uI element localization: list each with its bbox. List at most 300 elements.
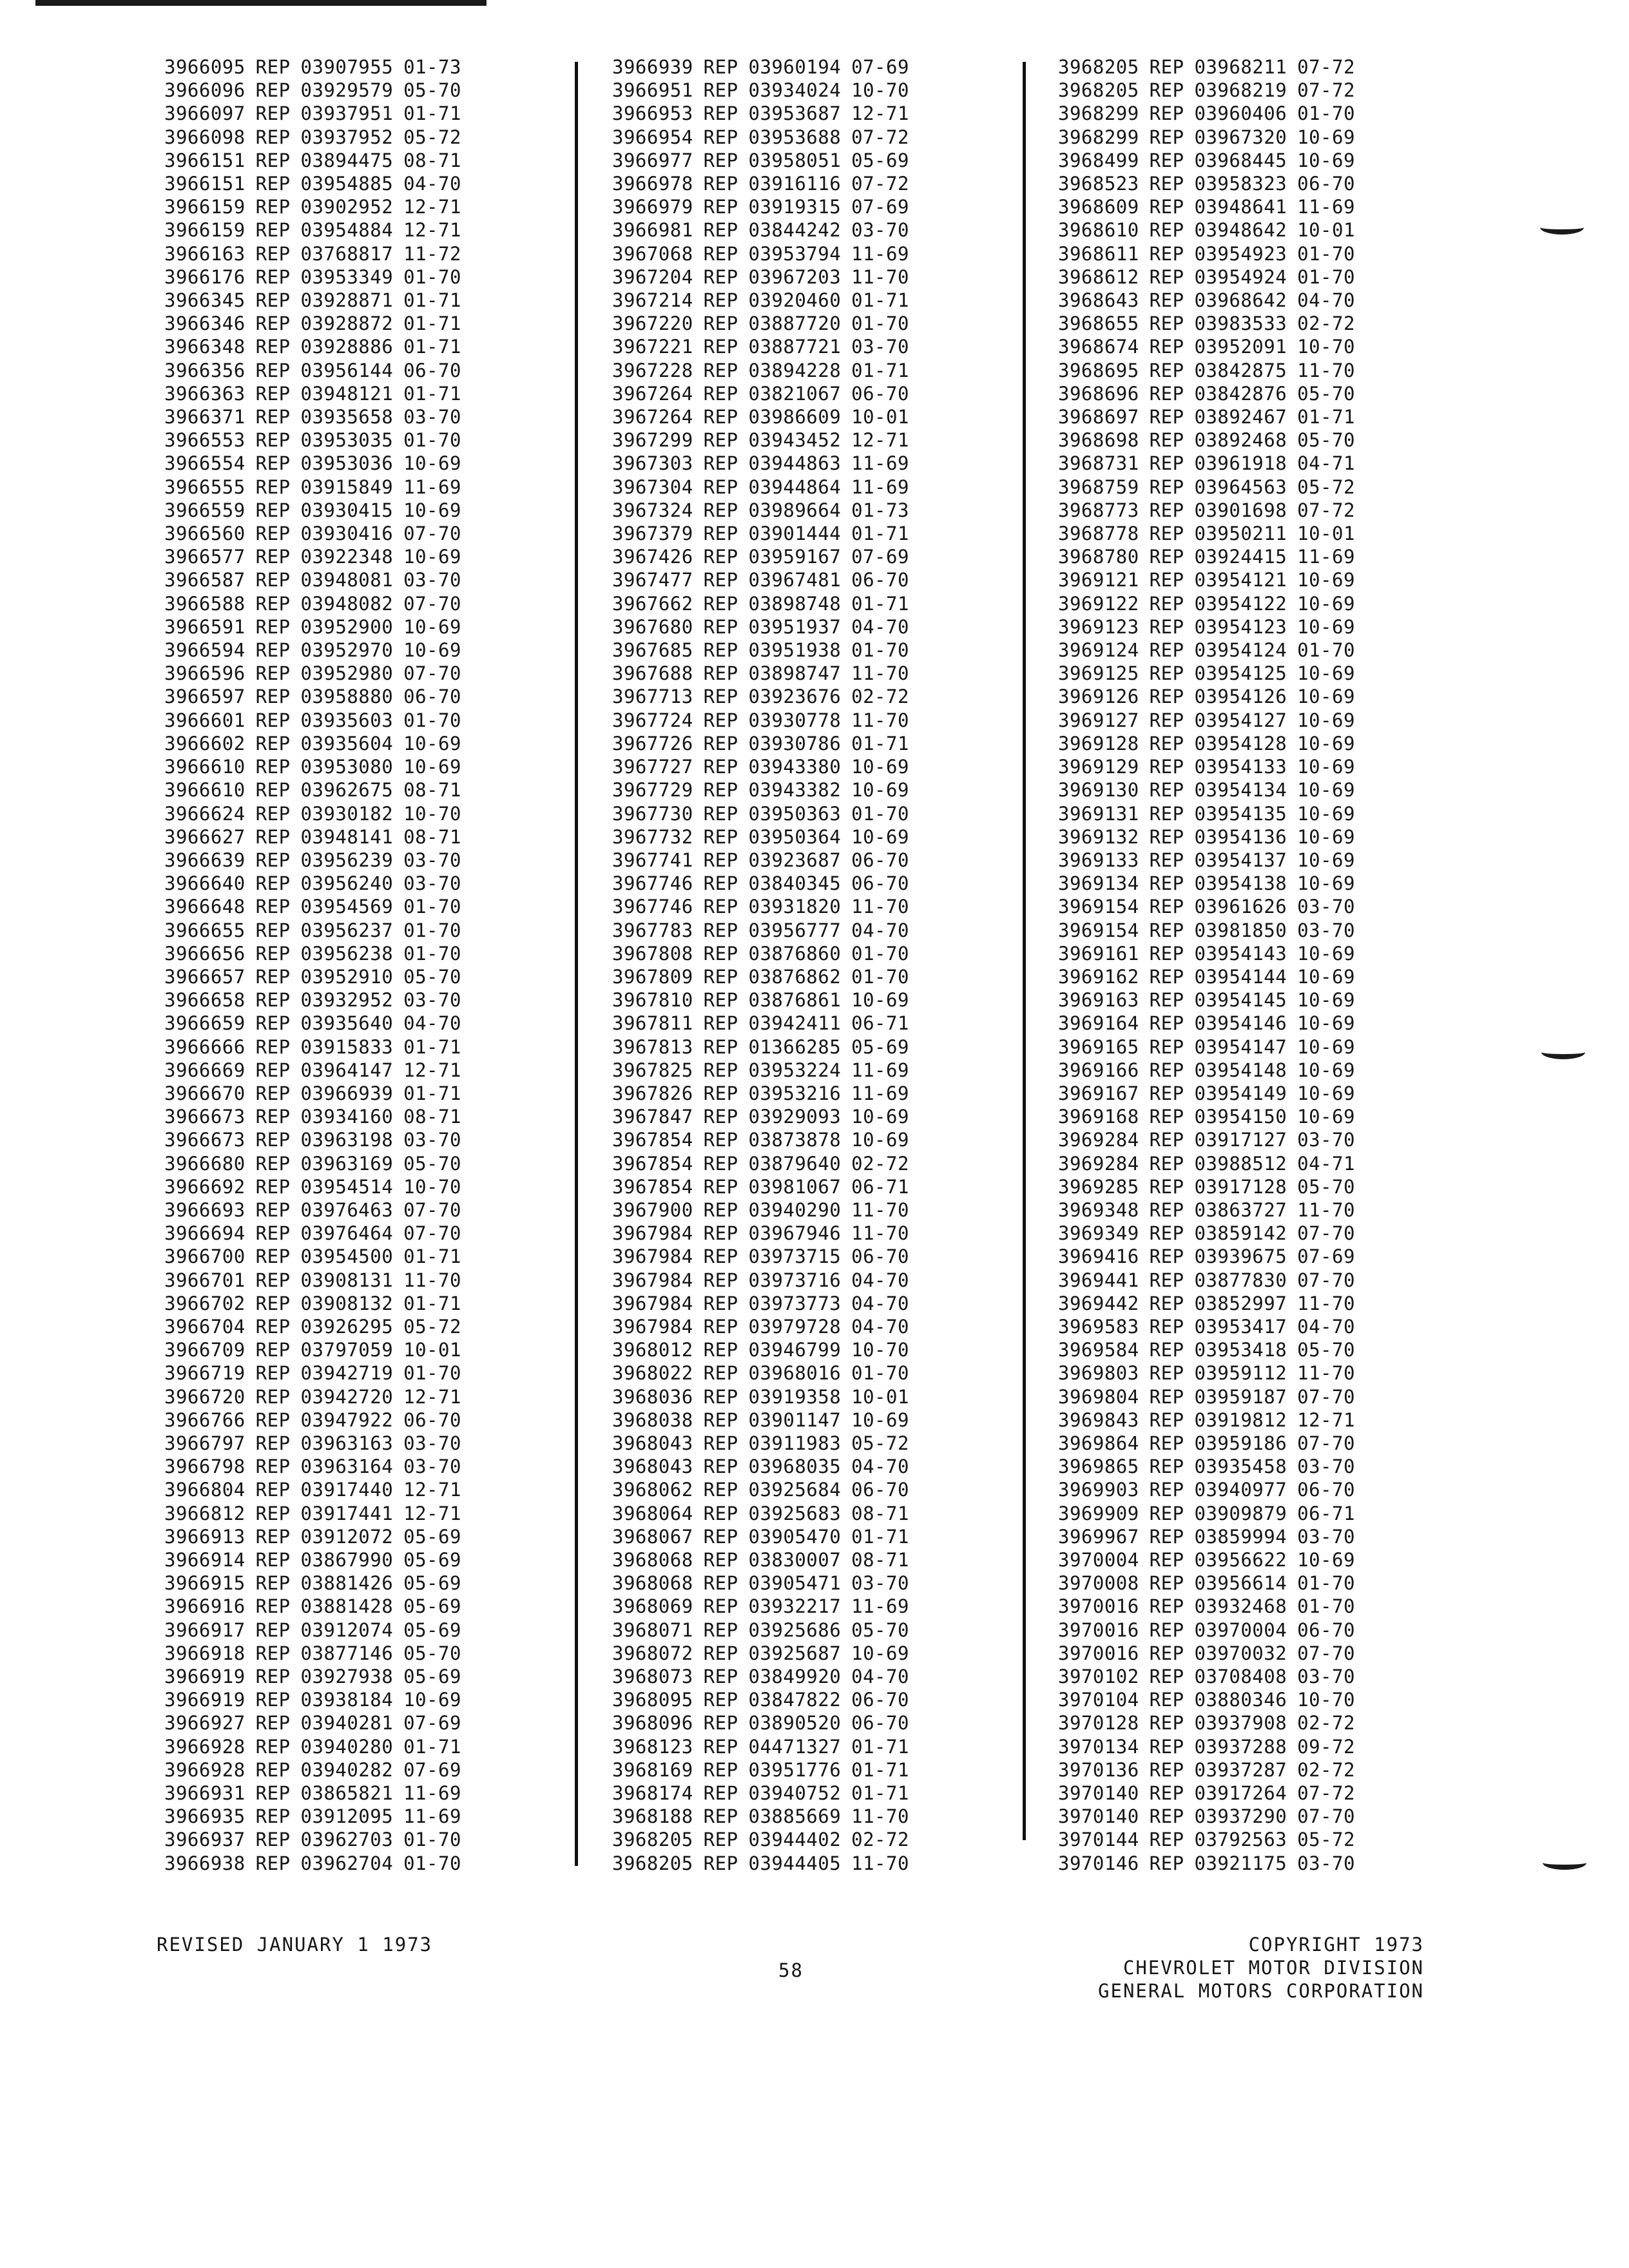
part-number: 3967984 <box>612 1269 693 1291</box>
effective-date: 07-72 <box>1297 79 1355 102</box>
part-number: 3967746 <box>612 896 693 918</box>
part-number: 3968072 <box>612 1642 693 1664</box>
part-row <box>1058 1198 1355 1222</box>
part-number: 3968731 <box>1058 452 1139 475</box>
part-row <box>612 405 909 428</box>
part-number: 3968205 <box>612 1829 693 1851</box>
effective-date: 05-70 <box>851 1619 909 1641</box>
replacement-number: 03911983 <box>748 1432 842 1454</box>
effective-date: 01-70 <box>403 1829 461 1851</box>
replacement-code: REP <box>703 336 738 358</box>
effective-date: 01-71 <box>851 732 909 754</box>
replacement-number: 03952970 <box>300 639 394 662</box>
replacement-number: 03954123 <box>1194 615 1287 638</box>
replacement-number: 03970032 <box>1194 1642 1287 1664</box>
replacement-number: 03928886 <box>300 336 394 358</box>
effective-date: 10-69 <box>1297 1549 1355 1571</box>
part-number: 3968062 <box>612 1479 693 1501</box>
part-row <box>612 218 909 242</box>
replacement-code: REP <box>1149 126 1184 148</box>
effective-date: 02-72 <box>851 686 909 708</box>
replacement-code: REP <box>1149 965 1184 988</box>
replacement-code: REP <box>703 1735 738 1758</box>
part-row <box>1058 1828 1355 1851</box>
part-number: 3967724 <box>612 709 693 731</box>
effective-date: 01-71 <box>403 1082 461 1104</box>
replacement-code: REP <box>703 615 738 638</box>
part-number: 3967783 <box>612 919 693 941</box>
part-row <box>1058 1059 1355 1082</box>
part-number: 3966658 <box>164 989 246 1012</box>
replacement-number: 03988512 <box>1194 1152 1287 1175</box>
part-number: 3969123 <box>1058 615 1139 638</box>
part-row <box>612 1338 909 1361</box>
replacement-number: 03917128 <box>1194 1175 1287 1198</box>
column-divider <box>1023 62 1026 1840</box>
replacement-number: 03968035 <box>748 1456 842 1478</box>
replacement-number: 03953688 <box>748 126 842 148</box>
effective-date: 11-69 <box>851 1595 909 1618</box>
replacement-number: 03915833 <box>300 1035 394 1058</box>
replacement-code: REP <box>703 1432 738 1454</box>
part-row <box>1058 849 1355 872</box>
effective-date: 03-70 <box>403 1432 461 1454</box>
part-number: 3969348 <box>1058 1198 1139 1221</box>
effective-date: 05-69 <box>851 149 909 171</box>
part-row <box>164 335 461 358</box>
part-row <box>164 218 461 242</box>
effective-date: 06-70 <box>1297 1619 1355 1641</box>
part-number: 3966627 <box>164 825 246 848</box>
replacement-code: REP <box>703 1782 738 1805</box>
replacement-code: REP <box>703 896 738 918</box>
part-number: 3967304 <box>612 476 693 498</box>
part-number: 3968612 <box>1058 265 1139 288</box>
replacement-code: REP <box>1149 1269 1184 1291</box>
part-number: 3970008 <box>1058 1572 1139 1595</box>
part-number: 3966560 <box>164 523 246 545</box>
replacement-number: 03927938 <box>300 1666 394 1688</box>
replacement-number: 03961918 <box>1194 452 1287 475</box>
part-number: 3967068 <box>612 242 693 265</box>
effective-date: 12-71 <box>851 102 909 125</box>
part-number: 3968174 <box>612 1782 693 1805</box>
effective-date: 11-69 <box>1297 196 1355 218</box>
effective-date: 10-69 <box>1297 149 1355 171</box>
replacement-code: REP <box>703 732 738 754</box>
replacement-code: REP <box>255 1572 291 1595</box>
replacement-code: REP <box>703 1689 738 1711</box>
replacement-number: 03958880 <box>300 686 394 708</box>
page-number: 58 <box>778 1959 804 1981</box>
effective-date: 10-69 <box>1297 1035 1355 1058</box>
effective-date: 01-71 <box>403 336 461 358</box>
part-number: 3967324 <box>612 499 693 521</box>
part-number: 3966918 <box>164 1642 246 1664</box>
effective-date: 10-69 <box>1297 126 1355 148</box>
replacement-number: 03890520 <box>748 1712 842 1735</box>
part-number: 3968068 <box>612 1572 693 1595</box>
effective-date: 07-69 <box>851 56 909 78</box>
effective-date: 06-70 <box>1297 173 1355 195</box>
part-number: 3967732 <box>612 825 693 848</box>
replacement-number: 03865821 <box>300 1782 394 1805</box>
part-number: 3966804 <box>164 1479 246 1501</box>
replacement-number: 03708408 <box>1194 1666 1287 1688</box>
part-number: 3967264 <box>612 382 693 405</box>
part-row <box>164 1385 461 1408</box>
replacement-code: REP <box>255 1689 291 1711</box>
replacement-code: REP <box>703 1035 738 1058</box>
replacement-code: REP <box>703 546 738 568</box>
part-row <box>164 1782 461 1805</box>
part-number: 3966096 <box>164 79 246 102</box>
replacement-code: REP <box>255 1222 291 1245</box>
part-number: 3968499 <box>1058 149 1139 171</box>
part-number: 3966095 <box>164 56 246 78</box>
part-number: 3968611 <box>1058 242 1139 265</box>
part-number: 3970146 <box>1058 1852 1139 1874</box>
replacement-number: 03912095 <box>300 1805 394 1828</box>
replacement-number: 03894475 <box>300 149 394 171</box>
effective-date: 10-69 <box>1297 989 1355 1012</box>
part-number: 3966666 <box>164 1035 246 1058</box>
part-number: 3967727 <box>612 756 693 778</box>
part-row <box>164 522 461 545</box>
replacement-code: REP <box>1149 592 1184 615</box>
part-row <box>1058 568 1355 591</box>
part-row <box>164 428 461 452</box>
replacement-code: REP <box>703 872 738 895</box>
replacement-number: 03939675 <box>1194 1245 1287 1268</box>
replacement-code: REP <box>703 1339 738 1361</box>
part-row <box>1058 802 1355 825</box>
part-row <box>164 1222 461 1245</box>
replacement-number: 03937952 <box>300 126 394 148</box>
part-row <box>1058 1338 1355 1361</box>
replacement-number: 03953417 <box>1194 1315 1287 1338</box>
part-row <box>164 1408 461 1432</box>
effective-date: 04-70 <box>851 1292 909 1314</box>
replacement-number: 03852997 <box>1194 1292 1287 1314</box>
effective-date: 01-71 <box>851 289 909 312</box>
effective-date: 04-71 <box>1297 452 1355 475</box>
top-rule <box>35 0 487 6</box>
part-number: 3969284 <box>1058 1129 1139 1151</box>
replacement-code: REP <box>1149 639 1184 662</box>
replacement-code: REP <box>1149 1829 1184 1851</box>
part-number: 3966916 <box>164 1595 246 1618</box>
replacement-number: 03953794 <box>748 242 842 265</box>
part-number: 3966951 <box>612 79 693 102</box>
part-row <box>612 732 909 755</box>
replacement-code: REP <box>255 919 291 941</box>
effective-date: 10-69 <box>403 546 461 568</box>
replacement-code: REP <box>255 1852 291 1874</box>
replacement-code: REP <box>1149 1782 1184 1805</box>
replacement-code: REP <box>703 149 738 171</box>
part-number: 3969154 <box>1058 896 1139 918</box>
part-number: 3969284 <box>1058 1152 1139 1175</box>
part-number: 3966928 <box>164 1758 246 1781</box>
effective-date: 06-70 <box>403 686 461 708</box>
replacement-code: REP <box>1149 802 1184 825</box>
part-number: 3968036 <box>612 1385 693 1408</box>
part-number: 3966720 <box>164 1385 246 1408</box>
part-row <box>1058 942 1355 965</box>
replacement-code: REP <box>703 1059 738 1081</box>
replacement-code: REP <box>1149 1689 1184 1711</box>
replacement-code: REP <box>1149 429 1184 452</box>
part-number: 3969130 <box>1058 779 1139 802</box>
effective-date: 11-70 <box>1297 1198 1355 1221</box>
part-row <box>612 1782 909 1805</box>
replacement-number: 03917440 <box>300 1479 394 1501</box>
replacement-code: REP <box>703 709 738 731</box>
replacement-code: REP <box>1149 1572 1184 1595</box>
part-number: 3966659 <box>164 1012 246 1035</box>
replacement-code: REP <box>703 1152 738 1175</box>
effective-date: 04-70 <box>851 919 909 941</box>
part-number: 3966915 <box>164 1572 246 1595</box>
replacement-number: 03928872 <box>300 312 394 335</box>
part-row <box>612 1198 909 1222</box>
part-number: 3968068 <box>612 1549 693 1571</box>
replacement-code: REP <box>255 289 291 312</box>
replacement-number: 03967946 <box>748 1222 842 1245</box>
replacement-number: 03923687 <box>748 849 842 871</box>
replacement-number: 01366285 <box>748 1035 842 1058</box>
effective-date: 06-71 <box>851 1175 909 1198</box>
replacement-code: REP <box>1149 173 1184 195</box>
replacement-number: 03959112 <box>1194 1362 1287 1385</box>
replacement-number: 03930786 <box>748 732 842 754</box>
part-row <box>164 1548 461 1571</box>
replacement-number: 03934160 <box>300 1106 394 1128</box>
effective-date: 01-70 <box>851 312 909 335</box>
replacement-number: 03917127 <box>1194 1129 1287 1151</box>
replacement-code: REP <box>1149 1735 1184 1758</box>
replacement-number: 03928871 <box>300 289 394 312</box>
effective-date: 12-71 <box>403 1059 461 1081</box>
part-number: 3969165 <box>1058 1035 1139 1058</box>
replacement-number: 03953036 <box>300 452 394 475</box>
part-number: 3968698 <box>1058 429 1139 452</box>
part-number: 3969167 <box>1058 1082 1139 1104</box>
part-row <box>1058 1105 1355 1128</box>
part-number: 3968169 <box>612 1758 693 1781</box>
part-number: 3967813 <box>612 1035 693 1058</box>
effective-date: 01-71 <box>1297 406 1355 428</box>
effective-date: 11-69 <box>851 476 909 498</box>
replacement-code: REP <box>255 1735 291 1758</box>
part-row <box>612 172 909 195</box>
part-row <box>1058 522 1355 545</box>
corporation-line: GENERAL MOTORS CORPORATION <box>1098 1980 1424 2002</box>
part-row <box>164 1502 461 1525</box>
replacement-number: 03917441 <box>300 1502 394 1524</box>
effective-date: 10-69 <box>851 1106 909 1128</box>
replacement-code: REP <box>1149 336 1184 358</box>
effective-date: 07-70 <box>1297 1432 1355 1454</box>
part-row <box>1058 335 1355 358</box>
part-row <box>164 685 461 708</box>
part-number: 3966163 <box>164 242 246 265</box>
replacement-number: 03954146 <box>1194 1012 1287 1035</box>
replacement-code: REP <box>255 242 291 265</box>
replacement-code: REP <box>703 126 738 148</box>
part-row <box>612 1361 909 1385</box>
effective-date: 07-70 <box>1297 1269 1355 1291</box>
replacement-code: REP <box>1149 942 1184 965</box>
part-number: 3969804 <box>1058 1385 1139 1408</box>
binding-mark <box>1541 1045 1585 1059</box>
replacement-number: 03937288 <box>1194 1735 1287 1758</box>
effective-date: 04-70 <box>851 1456 909 1478</box>
effective-date: 04-70 <box>851 615 909 638</box>
part-row <box>612 639 909 662</box>
replacement-number: 03930778 <box>748 709 842 731</box>
part-row <box>1058 895 1355 918</box>
effective-date: 01-70 <box>851 639 909 662</box>
part-number: 3966577 <box>164 546 246 568</box>
effective-date: 01-71 <box>403 102 461 125</box>
replacement-code: REP <box>1149 1549 1184 1571</box>
part-row <box>164 1619 461 1642</box>
part-row <box>164 1245 461 1268</box>
part-row <box>612 872 909 895</box>
parts-column-2 <box>612 55 909 1875</box>
effective-date: 07-69 <box>1297 1245 1355 1268</box>
effective-date: 10-70 <box>851 1339 909 1361</box>
replacement-code: REP <box>703 686 738 708</box>
effective-date: 10-01 <box>851 406 909 428</box>
part-row <box>612 1758 909 1782</box>
replacement-number: 03956614 <box>1194 1572 1287 1595</box>
effective-date: 10-69 <box>403 499 461 521</box>
replacement-number: 03960194 <box>748 56 842 78</box>
replacement-number: 03944405 <box>748 1852 842 1874</box>
effective-date: 03-70 <box>1297 1129 1355 1151</box>
part-number: 3968095 <box>612 1689 693 1711</box>
effective-date: 11-69 <box>851 1082 909 1104</box>
replacement-code: REP <box>703 1666 738 1688</box>
part-row <box>164 1571 461 1595</box>
part-row <box>1058 1012 1355 1035</box>
replacement-number: 03968211 <box>1194 56 1287 78</box>
replacement-code: REP <box>703 1479 738 1501</box>
replacement-code: REP <box>255 1549 291 1571</box>
part-number: 3966766 <box>164 1408 246 1431</box>
replacement-number: 03989664 <box>748 499 842 521</box>
replacement-number: 03925684 <box>748 1479 842 1501</box>
effective-date: 10-69 <box>851 756 909 778</box>
replacement-code: REP <box>1149 1012 1184 1035</box>
replacement-code: REP <box>255 499 291 521</box>
part-number: 3966151 <box>164 149 246 171</box>
replacement-number: 03876861 <box>748 989 842 1012</box>
replacement-number: 03908131 <box>300 1269 394 1291</box>
replacement-number: 03948082 <box>300 592 394 615</box>
effective-date: 02-72 <box>1297 312 1355 335</box>
part-number: 3966927 <box>164 1712 246 1735</box>
effective-date: 10-69 <box>403 452 461 475</box>
replacement-number: 03956239 <box>300 849 394 871</box>
replacement-number: 03849920 <box>748 1666 842 1688</box>
part-row <box>612 1595 909 1618</box>
part-row <box>1058 965 1355 988</box>
part-number: 3967729 <box>612 779 693 802</box>
replacement-code: REP <box>255 825 291 848</box>
effective-date: 03-70 <box>1297 1456 1355 1478</box>
part-row <box>612 1478 909 1501</box>
replacement-number: 03898747 <box>748 662 842 685</box>
effective-date: 01-70 <box>1297 1595 1355 1618</box>
replacement-code: REP <box>255 173 291 195</box>
replacement-number: 03942411 <box>748 1012 842 1035</box>
replacement-number: 03952910 <box>300 965 394 988</box>
part-row <box>612 1665 909 1688</box>
part-row <box>612 568 909 591</box>
part-number: 3966371 <box>164 406 246 428</box>
replacement-number: 03940752 <box>748 1782 842 1805</box>
replacement-number: 03940282 <box>300 1758 394 1781</box>
replacement-code: REP <box>1149 1712 1184 1735</box>
replacement-number: 03954136 <box>1194 825 1287 848</box>
replacement-number: 03959167 <box>748 546 842 568</box>
effective-date: 11-70 <box>1297 1292 1355 1314</box>
part-number: 3970144 <box>1058 1829 1139 1851</box>
part-number: 3969803 <box>1058 1362 1139 1385</box>
part-number: 3969166 <box>1058 1059 1139 1081</box>
replacement-code: REP <box>1149 1642 1184 1664</box>
replacement-number: 03920460 <box>748 289 842 312</box>
replacement-number: 03963169 <box>300 1152 394 1175</box>
replacement-number: 03953418 <box>1194 1339 1287 1361</box>
replacement-code: REP <box>255 732 291 754</box>
replacement-code: REP <box>255 802 291 825</box>
replacement-code: REP <box>255 56 291 78</box>
effective-date: 10-69 <box>1297 686 1355 708</box>
part-row <box>1058 919 1355 942</box>
replacement-number: 03867990 <box>300 1549 394 1571</box>
replacement-code: REP <box>255 1642 291 1664</box>
replacement-code: REP <box>255 1175 291 1198</box>
part-row <box>1058 382 1355 405</box>
replacement-code: REP <box>255 1829 291 1851</box>
part-row <box>612 662 909 685</box>
effective-date: 01-70 <box>403 1852 461 1874</box>
effective-date: 05-70 <box>1297 1175 1355 1198</box>
replacement-number: 03915849 <box>300 476 394 498</box>
replacement-code: REP <box>703 919 738 941</box>
part-number: 3966640 <box>164 872 246 895</box>
replacement-number: 03973715 <box>748 1245 842 1268</box>
effective-date: 10-70 <box>1297 336 1355 358</box>
part-number: 3968655 <box>1058 312 1139 335</box>
effective-date: 01-71 <box>403 1035 461 1058</box>
part-row <box>1058 172 1355 195</box>
part-number: 3969124 <box>1058 639 1139 662</box>
replacement-code: REP <box>1149 1175 1184 1198</box>
part-number: 3967854 <box>612 1175 693 1198</box>
part-number: 3966159 <box>164 196 246 218</box>
part-row <box>164 102 461 125</box>
part-number: 3966554 <box>164 452 246 475</box>
part-row <box>164 359 461 382</box>
replacement-number: 03948081 <box>300 569 394 591</box>
part-number: 3966098 <box>164 126 246 148</box>
